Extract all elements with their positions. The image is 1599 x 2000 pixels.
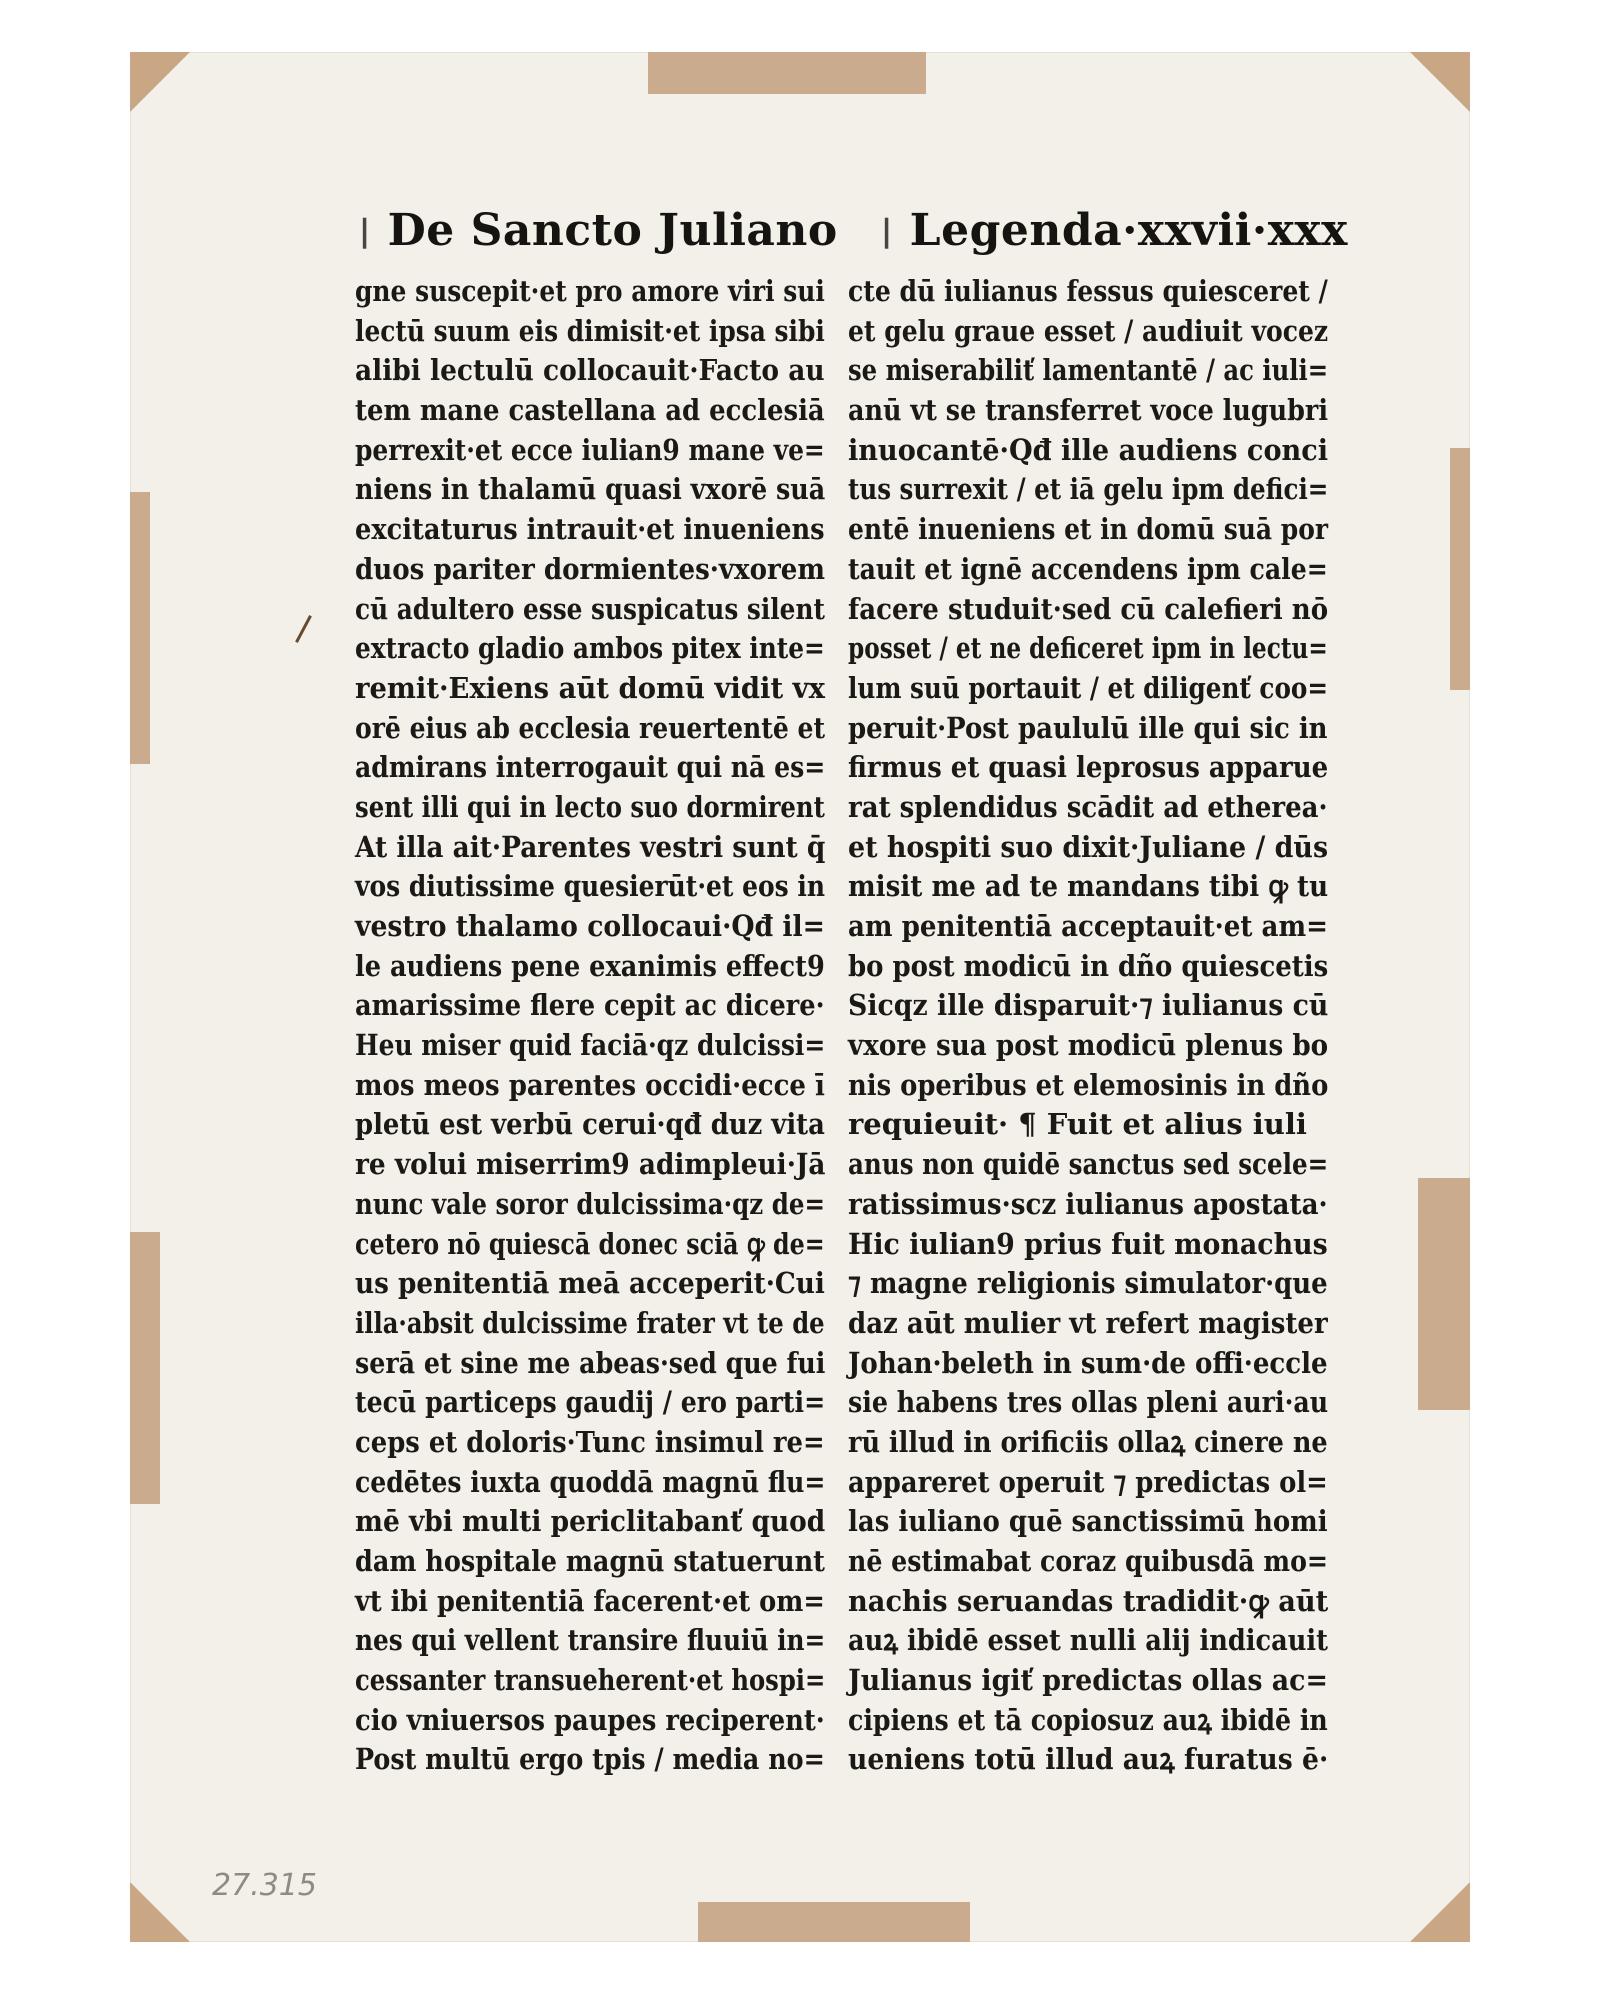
mount-tape-left-upper [130,492,150,764]
text-line: tauit et ignē accendens ipm cale= [848,551,1328,586]
text-line: auꝝ ibidē esset nulli alij indicauit [848,1623,1328,1658]
text-line: gne suscepit·et pro amore viri sui [355,274,825,308]
pointer-mark-icon: ❘ [874,214,900,249]
text-line: cū adultero esse suspicatus silent [355,591,825,626]
text-line: sent illi qui in lecto suo dormirent [355,789,825,824]
text-line: ratissimus·scz iulianus apostata· [848,1186,1328,1221]
text-line: nes qui vellent transire fluuiū in= [355,1623,826,1658]
text-line: extracto gladio ambos pitex inte= [355,631,825,666]
text-line: Julianus igiť predictas ollas ac= [848,1663,1328,1698]
text-line: le audiens pene exanimis effect9 [355,948,825,983]
text-line: cetero nō quiescā donec sciā ꝙ de= [355,1226,825,1261]
text-line: cipiens et tā copiosuz auꝝ ibidē in [848,1702,1328,1737]
text-line: et hospiti suo dixit·Juliane / dūs [848,829,1329,864]
text-line: lum suū portauit / et diligenť coo= [848,670,1329,705]
heading-left [352,205,838,265]
text-line: las iuliano quē sanctissimū homi [848,1504,1328,1539]
text-line: inuocantē·Qđ ille audiens conci [848,432,1329,467]
text-line: rū illud in orificiis ollaꝝ cinere ne [848,1424,1328,1459]
text-line: anus non quidē sanctus sed scele= [848,1147,1329,1182]
text-line: ⁊ magne religionis simulator·que [848,1266,1328,1301]
text-line: re volui miserrim9 adimpleui·Jā [355,1147,826,1182]
text-line: pletū est verbū cerui·qđ duz vita [355,1107,825,1142]
text-line: Post multū ergo tpis / media no= [355,1742,825,1777]
text-line: facere studuit·sed cū calefieri nō [848,591,1329,626]
text-line: et gelu graue esset / audiuit vocez [848,313,1329,348]
text-line: bo post modicū in dño quiescetis [848,948,1329,983]
text-line: us penitentiā meā acceperit·Cui [355,1266,825,1301]
text-line: posset / et ne deficeret ipm in lectu= [848,631,1328,666]
heading-left-text: De Sancto Juliano [387,205,838,256]
text-line: vxore sua post modicū plenus bo [848,1028,1329,1063]
text-line: tem mane castellana ad ecclesiā [355,393,825,428]
text-line: perrexit·et ecce iulian9 mane ve= [355,432,825,467]
text-line: lectū suum eis dimisit·et ipsa sibi [355,313,825,348]
text-line: Johan·beleth in sum·de offi·eccle [848,1345,1328,1380]
text-line: amarissime flere cepit ac dicere· [355,988,825,1023]
mount-tape-left-lower [130,1232,160,1504]
text-line: requieuit· ¶ Fuit et alius iuli [848,1107,1307,1142]
pointer-mark-icon: ❘ [352,214,378,249]
text-line: alibi lectulū collocauit·Facto au [355,353,825,388]
text-line: duos pariter dormientes·vxorem [355,551,826,586]
text-line: se miserabiliť lamentantē / ac iuli= [848,353,1329,388]
heading-right [874,205,1348,265]
text-line: nachis seruandas tradidit·ꝙ aūt [848,1583,1329,1618]
text-column-left [355,272,928,1780]
text-line: mē vbi multi periclitabanť quod [355,1504,826,1539]
mount-tape-right-upper [1450,448,1470,690]
text-line: Heu miser quid faciā·qz dulcissi= [355,1028,826,1063]
text-column-right [848,272,1448,1780]
text-line: Sicqz ille disparuit·⁊ iulianus cū [848,988,1329,1023]
text-line: entē inueniens et in domū suā por [848,512,1328,547]
text-line: nē estimabat coraz quibusdā mo= [848,1544,1329,1578]
catalog-number: 27.315 [212,1868,317,1903]
text-line: cte dū iulianus fessus quiesceret / [848,274,1328,308]
text-line: niens in thalamū quasi vxorē suā [355,472,826,507]
text-line: rat splendidus scādit ad etherea· [848,789,1328,824]
text-line: misit me ad te mandans tibi ꝙ tu [848,869,1329,904]
text-line: tecū particeps gaudij / ero parti= [355,1385,826,1420]
text-line: orē eius ab ecclesia reuertentē et [355,710,826,745]
text-line: cessanter transueherent·et hospi= [355,1663,826,1698]
text-line: sie habens tres ollas pleni auri·au [848,1385,1329,1420]
mount-tape-top [648,52,926,94]
text-line: mos meos parentes occidi·ecce ī [355,1067,825,1102]
text-line: am penitentiā acceptauit·et am= [848,909,1328,943]
text-line: ceps et doloris·Tunc insimul re= [355,1424,825,1459]
text-line: dam hospitale magnū statuerunt [355,1544,825,1578]
text-line: illa·absit dulcissime frater vt te de [355,1305,825,1340]
text-line: tus surrexit / et iā gelu ipm defici= [848,472,1329,507]
text-line: daz aūt mulier vt refert magister [848,1305,1328,1340]
text-line: vestro thalamo collocaui·Qđ il= [355,909,825,943]
text-line: firmus et quasi leprosus apparue [848,750,1329,785]
text-line: cedētes iuxta quoddā magnū flu= [355,1464,826,1499]
text-line: At illa ait·Parentes vestri sunt q̄ [355,829,826,864]
text-line: serā et sine me abeas·sed que fui [355,1345,826,1380]
text-line: admirans interrogauit qui nā es= [355,750,826,785]
mount-tape-bottom [698,1902,970,1942]
text-line: nis operibus et elemosinis in dño [848,1067,1329,1102]
text-line: remit·Exiens aūt domū vidit vx [355,670,825,705]
text-line: peruit·Post paululū ille qui sic in [848,710,1328,745]
text-line: vt ibi penitentiā facerent·et om= [355,1583,825,1618]
text-line: ueniens totū illud auꝝ furatus ē· [848,1742,1329,1777]
text-line: cio vniuersos paupes reciperent· [355,1702,825,1737]
text-line: anū vt se transferret voce lugubri [848,393,1329,428]
text-line: Hic iulian9 prius fuit monachus [848,1226,1328,1261]
text-line: appareret operuit ⁊ predictas ol= [848,1464,1328,1499]
text-line: nunc vale soror dulcissima·qz de= [355,1186,826,1221]
heading-right-text: Legenda·xxvii·xxx [909,205,1348,256]
text-line: vos diutissime quesierūt·et eos in [355,869,826,904]
text-line: excitaturus intrauit·et inueniens [355,512,825,547]
